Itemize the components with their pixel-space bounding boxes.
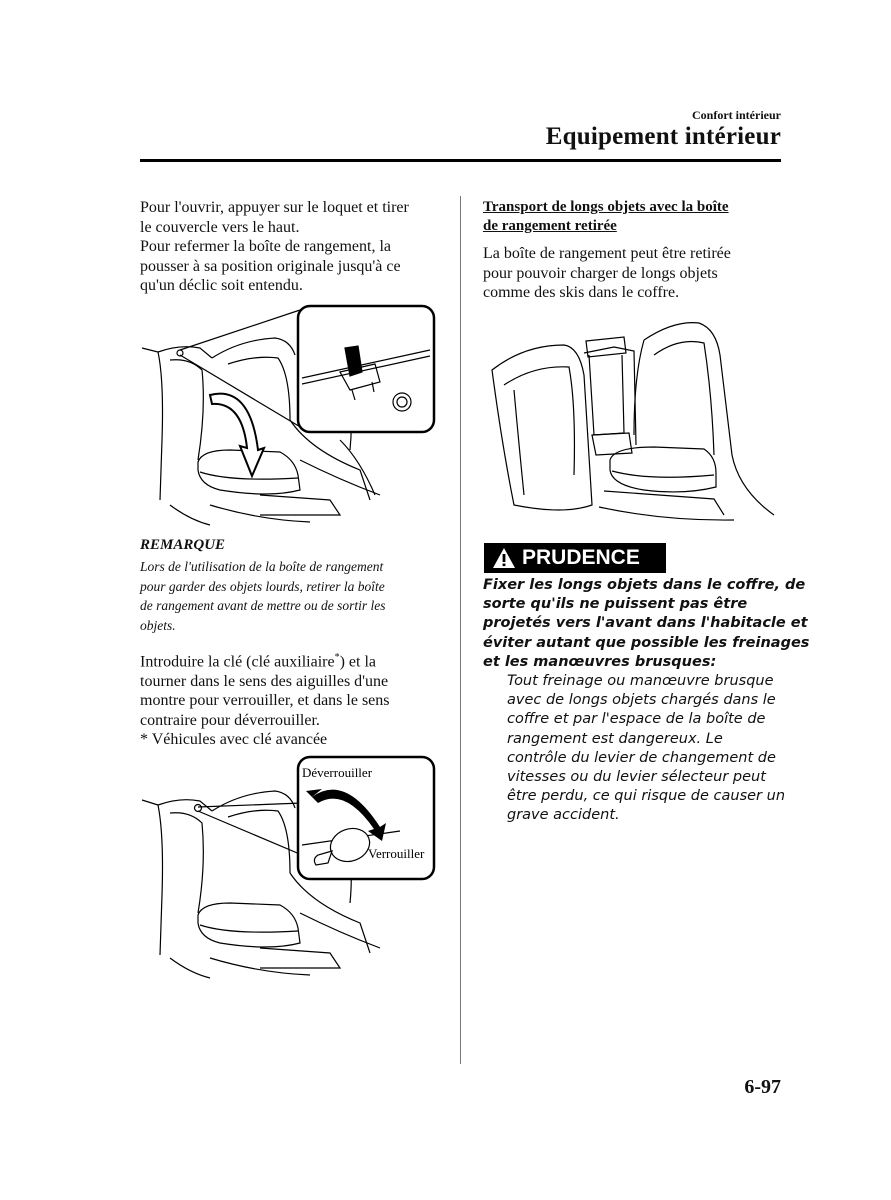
long-objects-text: [483, 244, 731, 303]
open-close-instructions: [140, 198, 409, 296]
caution-summary: [483, 576, 809, 672]
lock-label: Verrouiller: [368, 846, 425, 861]
footnote: * Véhicules avec clé avancée: [140, 731, 328, 749]
lock-instructions: [140, 648, 390, 750]
text-line: le couvercle vers le haut.: [140, 218, 300, 236]
text-line: sorte qu'ils ne puissent pas être: [483, 596, 748, 613]
warning-triangle-icon: [492, 547, 516, 569]
text-line: de rangement retirée: [483, 218, 617, 234]
section-header: Confort intérieur: [692, 108, 781, 122]
text-line: projetés vers l'avant dans l'habitacle et: [483, 615, 808, 632]
column-divider: [460, 196, 461, 1064]
text-line: Lors de l'utilisation de la boîte de rangement: [140, 559, 384, 574]
text-line: tourner dans le sens des aiguilles d'une: [140, 672, 389, 690]
text-line: Pour l'ouvrir, appuyer sur le loquet et tirer: [140, 199, 409, 216]
text-line: rangement est dangereux. Le: [507, 730, 723, 747]
section-title-long-objects: [483, 198, 729, 236]
text-line: coffre et par l'espace de la boîte de: [507, 711, 766, 728]
text-line: avec de longs objets chargés dans le: [507, 692, 776, 709]
text-line: Introduire la clé (clé auxiliaire*) et la: [140, 652, 376, 671]
text-line: Transport de longs objets avec la boîte: [483, 199, 729, 215]
text-line: objets.: [140, 617, 176, 633]
text-line: grave accident.: [507, 807, 620, 824]
text-line: La boîte de rangement peut être retirée: [483, 245, 731, 262]
text-line: vitesses ou du levier sélecteur peut: [507, 769, 766, 786]
text-line: être perdu, ce qui risque de causer un: [507, 788, 786, 805]
text-line: Pour refermer la boîte de rangement, la: [140, 238, 391, 255]
text-line: pour pouvoir charger de longs objets: [483, 264, 718, 282]
text-line: pousser à sa position originale jusqu'à ce: [140, 257, 401, 275]
text-line: et les manœuvres brusques:: [483, 653, 717, 670]
pass-through-illustration: [484, 315, 782, 530]
unlock-label: Déverrouiller: [302, 765, 373, 780]
text-line: éviter autant que possible les freinages: [483, 634, 810, 651]
header-divider: [140, 159, 781, 162]
text-line: contrôle du levier de changement de: [507, 749, 776, 766]
note-heading: REMARQUE: [140, 537, 226, 553]
storage-box-illustration: [140, 300, 440, 530]
note-body: [140, 557, 385, 635]
caution-label: PRUDENCE: [522, 546, 640, 569]
text-line: comme des skis dans le coffre.: [483, 284, 680, 301]
text-line: de rangement avant de mettre ou de sortir les: [140, 598, 386, 613]
text-line: pour garder des objets lourds, retirer la boîte: [140, 578, 385, 594]
text-line: montre pour verrouiller, et dans le sens: [140, 692, 390, 710]
text-line: contraire pour déverrouiller.: [140, 711, 320, 729]
page-title: Equipement intérieur: [545, 123, 781, 150]
text-line: Tout freinage ou manœuvre brusque: [507, 673, 774, 689]
text-line: qu'un déclic soit entendu.: [140, 277, 303, 294]
text-line: Fixer les longs objets dans le coffre, de: [483, 577, 806, 593]
page-number: 6-97: [744, 1076, 781, 1098]
caution-badge: [484, 543, 666, 573]
key-lock-illustration: [140, 755, 440, 985]
caution-details: [507, 672, 785, 826]
